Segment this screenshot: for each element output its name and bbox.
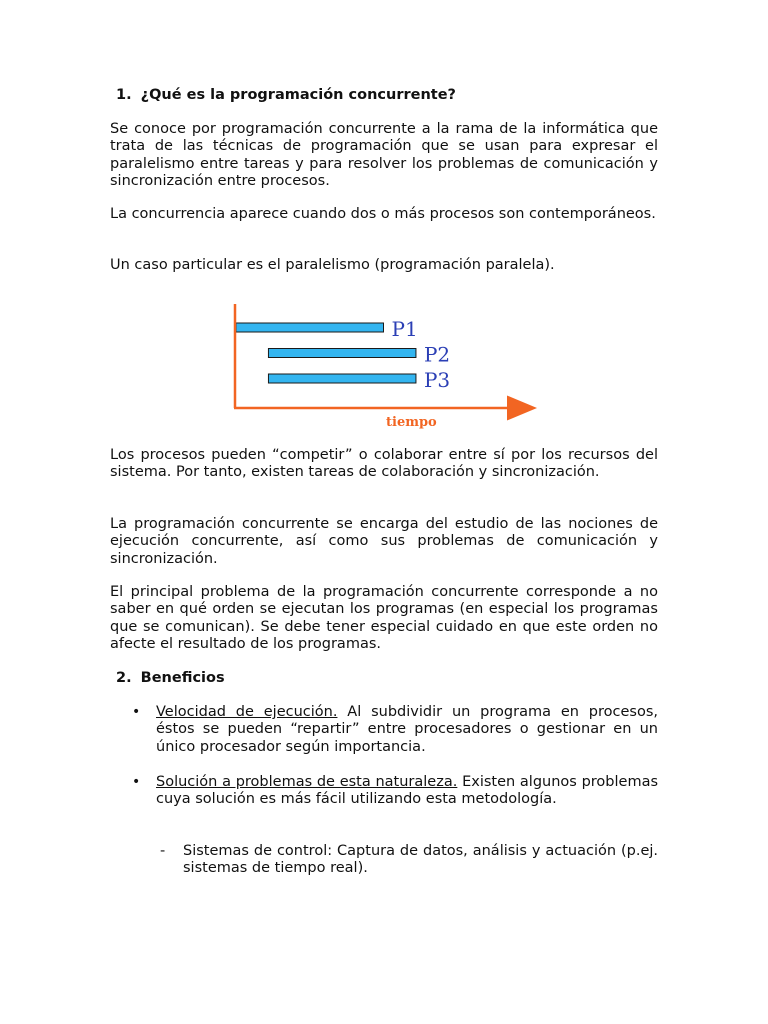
chart-x-axis-label: tiempo: [386, 415, 437, 430]
chart-label-p1: P1: [391, 317, 418, 341]
chart-label-p2: P2: [423, 342, 451, 367]
chart-bar-p1: [236, 323, 384, 332]
paragraph-parallelism: Un caso particular es el paralelismo (programación paralela).: [110, 257, 555, 273]
bullet-dot: •: [132, 704, 141, 720]
section-2-number: 2.: [116, 670, 132, 686]
paragraph-main-problem: El principal problema de la programación concurrente corresponde a no saber en qué orden se ejecutan los programas (en especial los programas que se comunican). Se debe tener especial cuidado en que este orden no afecte el resultado de los programas.: [110, 584, 658, 653]
subitem-dash: -: [160, 843, 166, 859]
bullet-item-solution: [156, 774, 658, 809]
bullet-dot: •: [132, 774, 141, 790]
chart-bar-p2: [268, 349, 416, 358]
chart-label-p3: P3: [423, 368, 451, 392]
section-1-title: ¿Qué es la programación concurrente?: [140, 87, 456, 103]
chart-bars: [236, 323, 416, 383]
bullet-item-speed: [156, 704, 658, 756]
bullet-text: Existen algunos problemas cuya solución es más fácil utilizando esta metodología.: [156, 774, 659, 808]
paragraph-study: La programación concurrente se encarga del estudio de las nociones de ejecución concurrente, así como sus problemas de comunicación y sincronización.: [110, 516, 658, 567]
parallelism-chart: [226, 298, 546, 434]
bullet-term: Solución a problemas de esta naturaleza.: [156, 774, 458, 790]
section-2-title: Beneficios: [140, 670, 225, 686]
paragraph-definition: Se conoce por programación concurrente a la rama de la informática que trata de las técnicas de programación que se usan para expresar el paralelismo entre tareas y para resolver los problemas de comunicación y sincronización entre procesos.: [110, 121, 658, 190]
chart-bar-p3: [268, 374, 416, 383]
subitem-control-systems: Sistemas de control: Captura de datos, análisis y actuación (p.ej. sistemas de tiempo real).: [183, 843, 658, 877]
paragraph-concurrency: La concurrencia aparece cuando dos o más procesos son contemporáneos.: [110, 206, 656, 222]
bullet-text: Al subdividir un programa en procesos, éstos se pueden “repartir” entre procesadores o gestionar en un único procesador según importancia.: [156, 704, 658, 755]
section-2-heading: [116, 669, 225, 687]
bullet-term: Velocidad de ejecución.: [156, 704, 338, 720]
paragraph-competition: Los procesos pueden “competir” o colaborar entre sí por los recursos del sistema. Por tanto, existen tareas de colaboración y sincronización.: [110, 447, 658, 481]
section-1-heading: [116, 86, 456, 104]
section-1-number: 1.: [116, 87, 132, 103]
